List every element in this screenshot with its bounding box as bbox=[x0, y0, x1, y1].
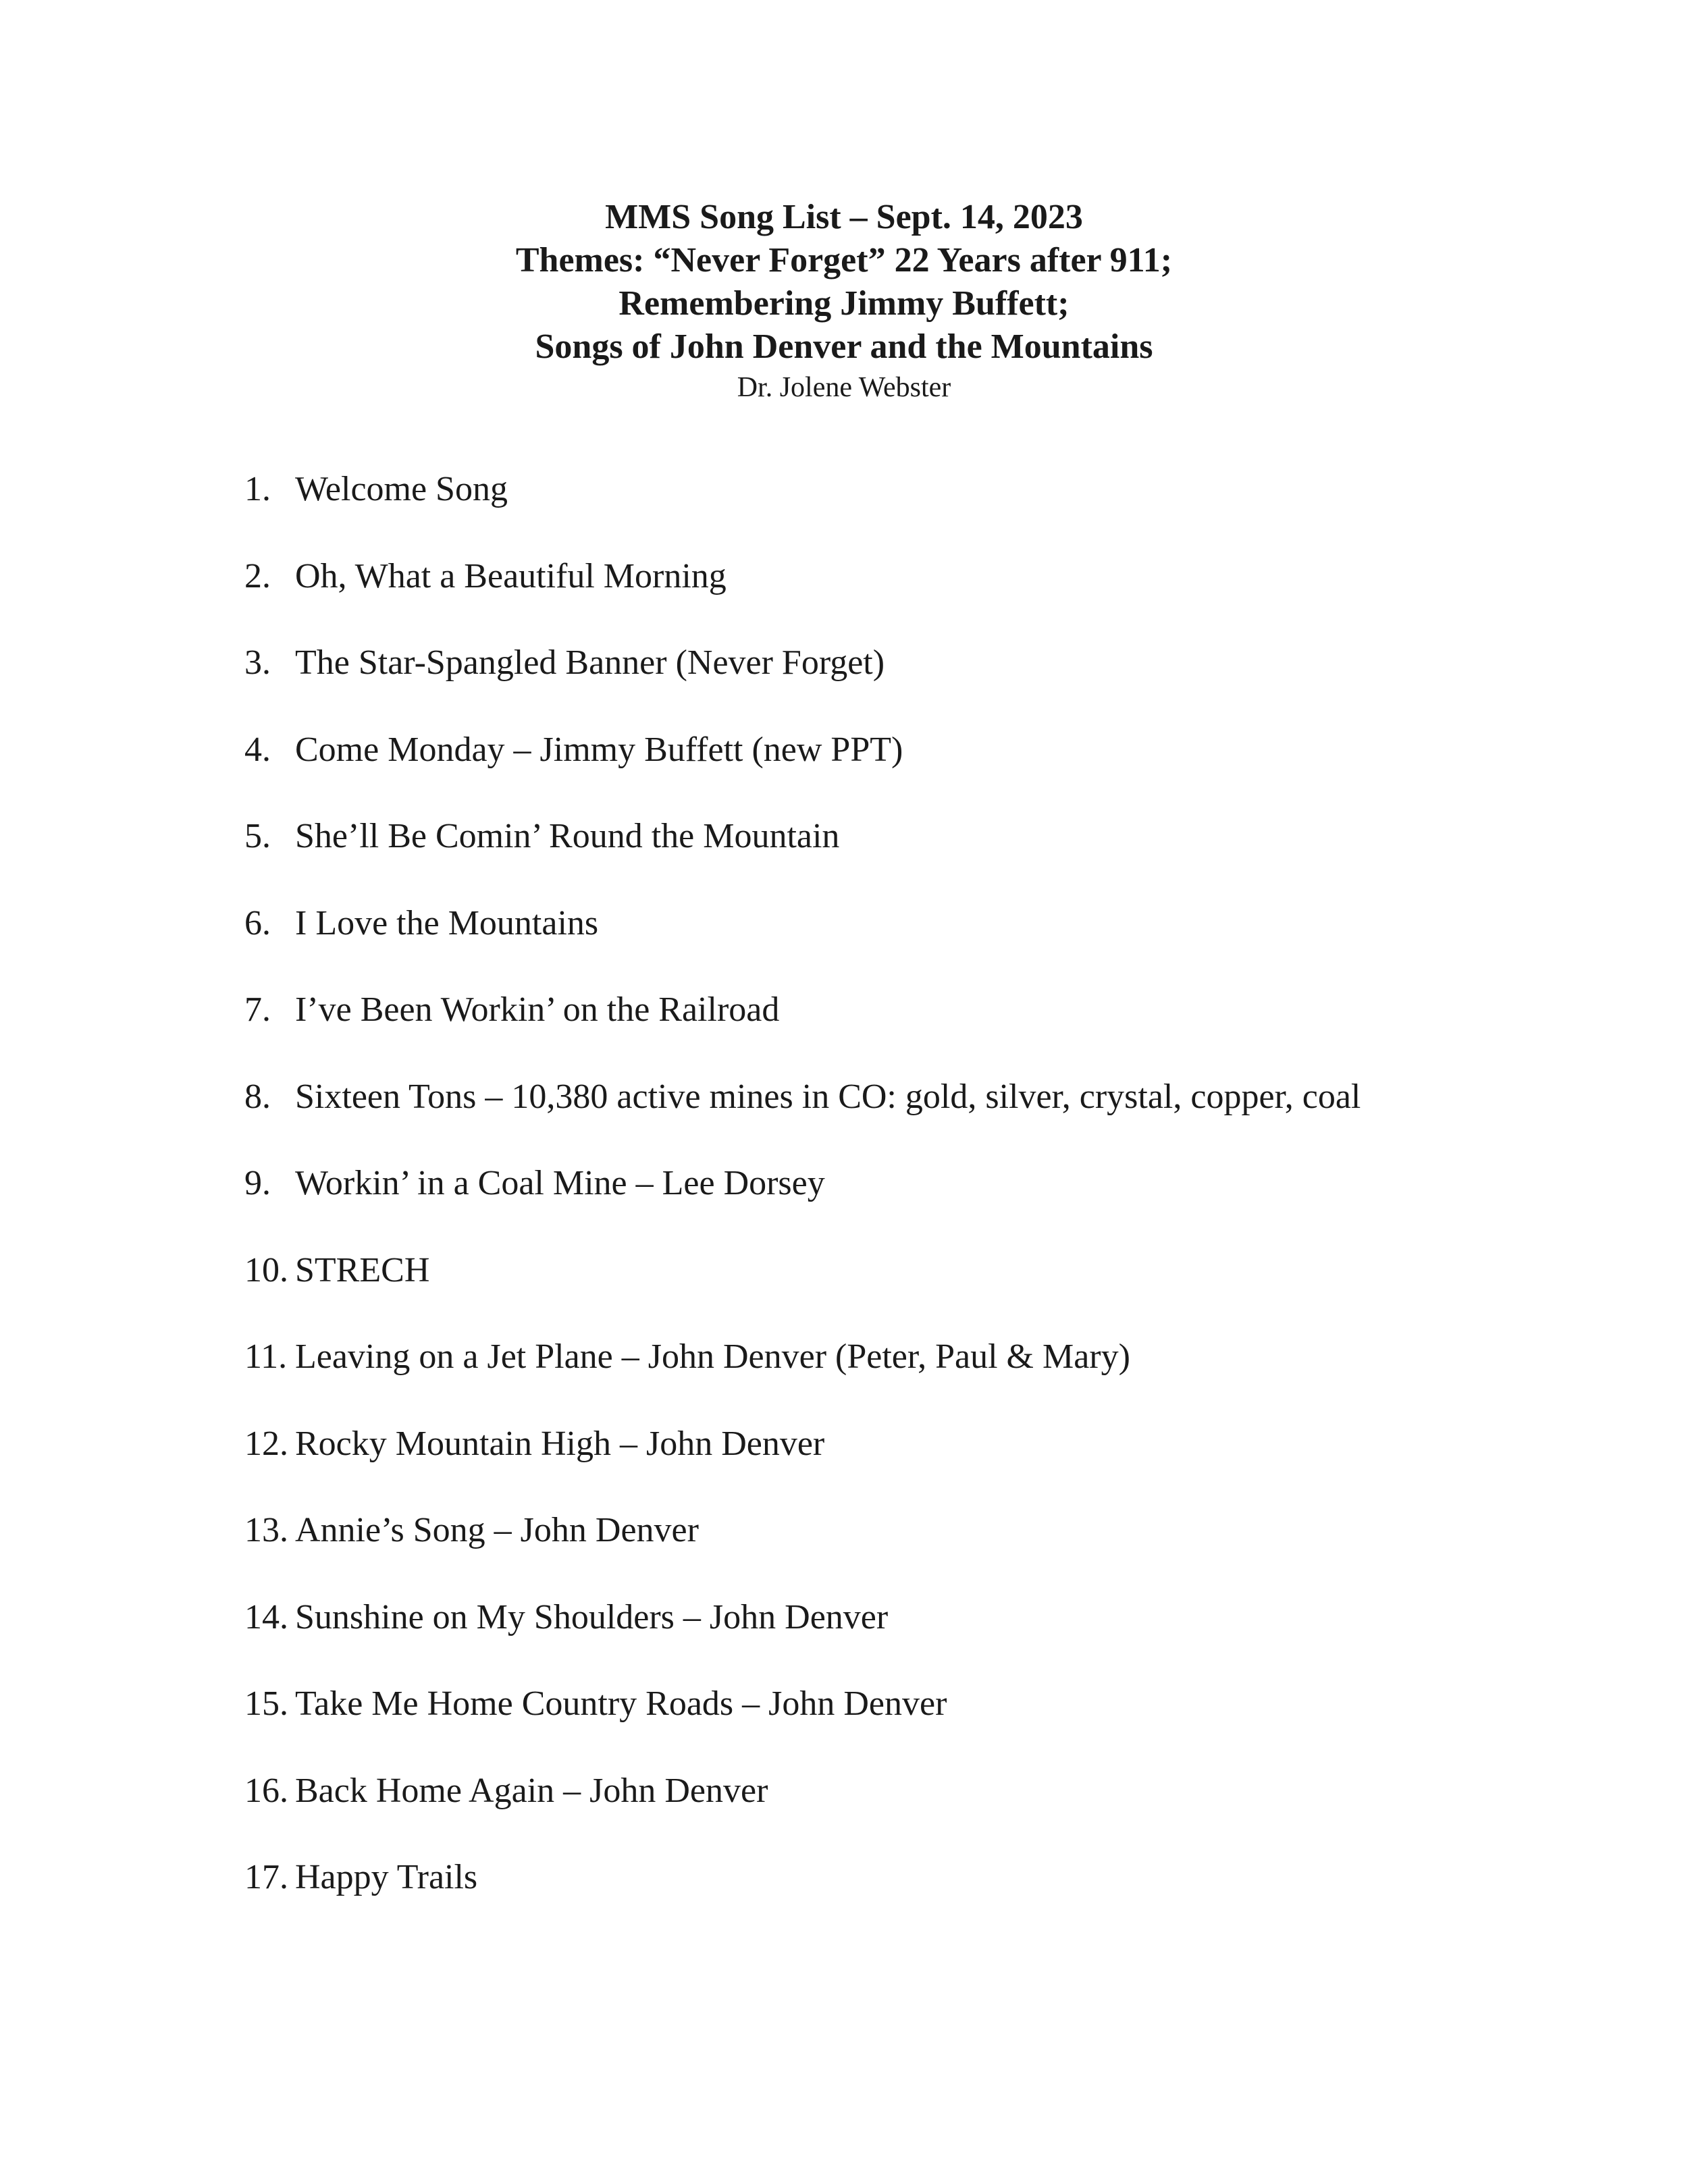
song-number: 3. bbox=[244, 643, 271, 682]
song-title: She’ll Be Comin’ Round the Mountain bbox=[295, 817, 840, 855]
song-number: 6. bbox=[244, 903, 271, 942]
list-item bbox=[244, 900, 1629, 987]
song-number: 14. bbox=[244, 1597, 288, 1636]
song-number: 11. bbox=[244, 1337, 288, 1376]
list-item bbox=[244, 1160, 1629, 1247]
author-name: Dr. Jolene Webster bbox=[737, 372, 951, 403]
list-item bbox=[244, 726, 1629, 814]
song-title: Workin’ in a Coal Mine – Lee Dorsey bbox=[295, 1164, 825, 1202]
song-number: 15. bbox=[244, 1684, 288, 1723]
song-title: Take Me Home Country Roads – John Denver bbox=[295, 1684, 947, 1723]
list-item bbox=[244, 1594, 1629, 1681]
document-header bbox=[0, 196, 1688, 406]
list-item bbox=[244, 1854, 1629, 1941]
song-title: I’ve Been Workin’ on the Railroad bbox=[295, 990, 780, 1029]
song-title: Come Monday – Jimmy Buffett (new PPT) bbox=[295, 730, 903, 769]
song-number: 13. bbox=[244, 1511, 288, 1549]
song-number: 4. bbox=[244, 730, 271, 769]
song-number: 9. bbox=[244, 1164, 271, 1202]
song-number: 7. bbox=[244, 990, 271, 1029]
song-number: 2. bbox=[244, 556, 271, 595]
song-title: The Star-Spangled Banner (Never Forget) bbox=[295, 643, 885, 682]
song-number: 8. bbox=[244, 1077, 271, 1116]
song-title: Sixteen Tons – 10,380 active mines in CO: gold, silver, crystal, copper, coal bbox=[295, 1077, 1361, 1116]
song-number: 12. bbox=[244, 1424, 288, 1463]
song-number: 17. bbox=[244, 1858, 288, 1896]
list-item bbox=[244, 1507, 1629, 1594]
song-title: Sunshine on My Shoulders – John Denver bbox=[295, 1597, 889, 1636]
list-item bbox=[244, 813, 1629, 900]
song-number: 16. bbox=[244, 1771, 288, 1810]
song-title: STRECH bbox=[295, 1250, 430, 1289]
document-title: MMS Song List – Sept. 14, 2023 bbox=[605, 198, 1083, 236]
theme-line-2: Remembering Jimmy Buffett; bbox=[618, 284, 1070, 323]
song-title: Leaving on a Jet Plane – John Denver (Peter, Paul & Mary) bbox=[295, 1337, 1130, 1376]
song-number: 5. bbox=[244, 817, 271, 855]
list-item bbox=[244, 1333, 1629, 1420]
song-title: Back Home Again – John Denver bbox=[295, 1771, 768, 1810]
theme-line-1: Themes: “Never Forget” 22 Years after 911; bbox=[515, 241, 1173, 279]
song-title: Oh, What a Beautiful Morning bbox=[295, 556, 727, 595]
song-title: Welcome Song bbox=[295, 470, 508, 508]
list-item bbox=[244, 639, 1629, 726]
list-item bbox=[244, 1767, 1629, 1855]
song-number: 10. bbox=[244, 1250, 288, 1289]
list-item bbox=[244, 1680, 1629, 1767]
song-title: I Love the Mountains bbox=[295, 903, 599, 942]
list-item bbox=[244, 986, 1629, 1073]
song-title: Annie’s Song – John Denver bbox=[295, 1511, 699, 1549]
song-number: 1. bbox=[244, 470, 271, 508]
song-title: Rocky Mountain High – John Denver bbox=[295, 1424, 825, 1463]
list-item bbox=[244, 466, 1629, 553]
list-item bbox=[244, 1420, 1629, 1508]
list-item bbox=[244, 1073, 1629, 1161]
song-list bbox=[244, 466, 1629, 1941]
theme-line-3: Songs of John Denver and the Mountains bbox=[535, 327, 1153, 366]
list-item bbox=[244, 553, 1629, 640]
list-item bbox=[244, 1247, 1629, 1334]
song-title: Happy Trails bbox=[295, 1858, 478, 1896]
